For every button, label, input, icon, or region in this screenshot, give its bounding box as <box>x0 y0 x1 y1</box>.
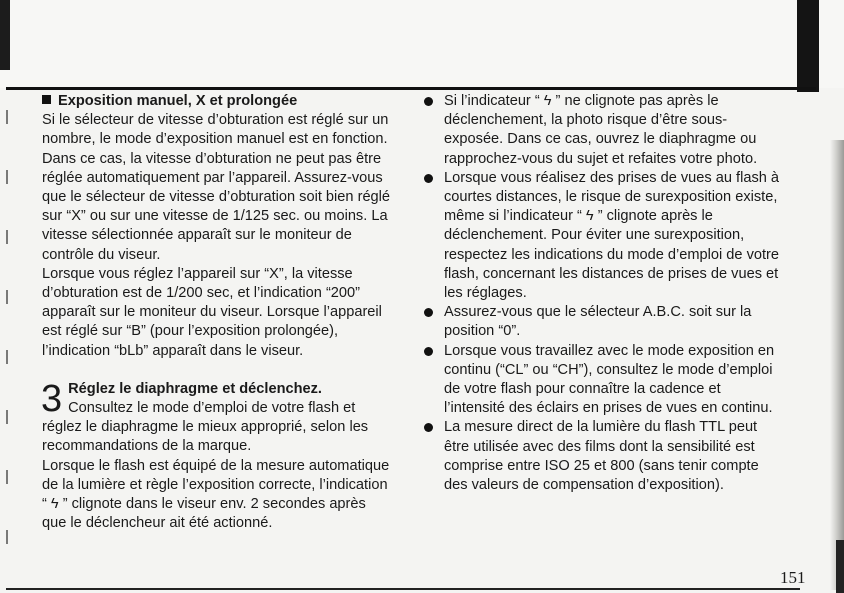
list-item: Si l’indicateur “ ϟ ” ne clignote pas après le déclenchement, la photo risque d’être sous-exposée. Dans ce cas, ouvrez le diaphragme ou rapprochez-vous du sujet et refaites votre photo. <box>424 92 784 169</box>
left-column <box>42 92 392 533</box>
list-item: Lorsque vous travaillez avec le mode exposition en continu (“CL” ou “CH”), consultez le mode d’emploi de votre flash pour connaître la cadence et l’intensité des éclairs en prises de vues en continu. <box>424 342 784 419</box>
paragraph: Lorsque vous réglez l’appareil sur “X”, la vitesse d’obturation est de 1/200 sec, et l’indication “200” apparaît sur le moniteur du viseur. Lorsque l’appareil est réglé sur “B” (pour l’exposition prolongée), l’indication “bLb” apparaît dans le viseur. <box>42 265 382 359</box>
scan-right-bottom-mark <box>836 540 844 593</box>
scan-left-ticks <box>6 110 8 570</box>
section-heading: Exposition manuel, X et prolongée <box>42 92 392 111</box>
page-top-rule <box>6 87 816 90</box>
scan-left-edge-mark <box>0 0 10 70</box>
scan-top-margin <box>0 0 844 88</box>
right-column <box>424 92 784 495</box>
bullet-list <box>424 92 784 495</box>
paragraph: Si le sélecteur de vitesse d’obturation est réglé sur un nombre, le mode d’exposition manuel est en fonction. Dans ce cas, la vitesse d’obturation ne peut pas être réglée automatiquement par l’appareil. Assurez-vous que le sélecteur de vitesse d’obturation soit bien réglé sur “X” ou sur une vitesse de 1/125 sec. ou moins. La vitesse sélectionnée apparaît sur le moniteur de contrôle du viseur. <box>42 112 391 263</box>
step-title: Réglez le diaphragme et déclenchez. <box>68 380 322 397</box>
step-text: Lorsque le flash est équipé de la mesure automatique de la lumière et règle l’exposition correcte, l’indication “ ϟ ” clignote dans le viseur env. 2 secondes après que le déclencheur ait été actionné. <box>42 457 390 532</box>
page-number: 151 <box>780 568 806 587</box>
list-item: Assurez-vous que le sélecteur A.B.C. soit sur la position “0”. <box>424 303 784 341</box>
scan-right-edge-mark <box>797 0 819 92</box>
scan-right-shadow <box>830 140 844 590</box>
square-bullet-icon <box>42 95 51 104</box>
step-3 <box>41 377 392 534</box>
page-bottom-rule <box>6 588 800 590</box>
step-number: 3 <box>41 377 63 420</box>
list-item: Lorsque vous réalisez des prises de vues au flash à courtes distances, le risque de surexposition existe, même si l’indicateur “ ϟ ” clignote après le déclenchement. Pour éviter une surexposition, respectez les indications du mode d’emploi de votre flash, concernant les distances de prises de vues et les réglages. <box>424 169 784 303</box>
list-item: La mesure direct de la lumière du flash TTL peut être utilisée avec des films dont la sensibilité est comprise entre ISO 25 et 800 (sans tenir compte des valeurs de compensation d’exposition). <box>424 418 784 495</box>
step-text: Consultez le mode d’emploi de votre flash et réglez le diaphragme le mieux approprié, selon les recommandations de la marque. <box>42 400 369 455</box>
